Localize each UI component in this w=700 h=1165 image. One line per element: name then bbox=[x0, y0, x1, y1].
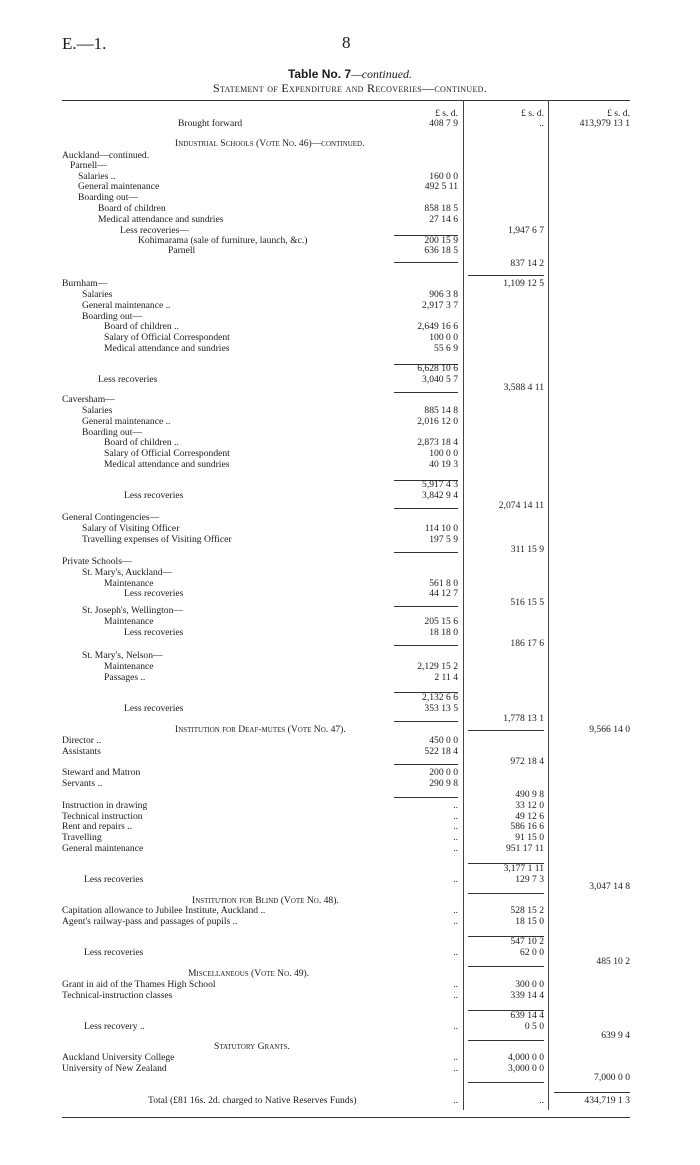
amount-c1: 2,873 18 4 bbox=[417, 437, 458, 448]
row-label: Less recoveries bbox=[84, 947, 144, 958]
row-label: Capitation allowance to Jubilee Institute, Auckland .. bbox=[62, 905, 266, 916]
amount-c1: 200 15 9 bbox=[424, 235, 458, 246]
row-label: Parnell— bbox=[70, 160, 107, 171]
amount-c3: 639 9 4 bbox=[601, 1030, 630, 1041]
table-row bbox=[0, 672, 700, 684]
amount-c2: 490 9 8 bbox=[515, 789, 544, 800]
total-rule bbox=[62, 1117, 630, 1118]
row-label: Salary of Official Correspondent bbox=[104, 448, 230, 459]
row-label: General maintenance .. bbox=[82, 416, 171, 427]
amount-c1: .. bbox=[453, 821, 458, 832]
amount-c2: 3,000 0 0 bbox=[508, 1063, 544, 1074]
amount-c3: 9,566 14 0 bbox=[589, 724, 630, 735]
amount-c2: .. bbox=[539, 1095, 544, 1106]
amount-c1: 44 12 7 bbox=[429, 588, 458, 599]
row-label: Less recovery .. bbox=[84, 1021, 145, 1032]
row-label: Statutory Grants. bbox=[214, 1041, 290, 1052]
amount-c2: 951 17 11 bbox=[505, 843, 544, 854]
row-label: Assistants bbox=[62, 746, 101, 757]
row-label: Instruction in drawing bbox=[62, 800, 148, 811]
amount-c2: 1,109 12 5 bbox=[503, 278, 544, 289]
column-header-1: £ s. d. bbox=[435, 108, 458, 119]
row-label: Board of children .. bbox=[104, 437, 179, 448]
amount-c1: .. bbox=[453, 905, 458, 916]
amount-c1: .. bbox=[453, 1095, 458, 1106]
row-label: Medical attendance and sundries bbox=[104, 459, 230, 470]
row-label: Brought forward bbox=[178, 118, 243, 129]
row-label: Less recoveries bbox=[124, 588, 184, 599]
page-reference: E.—1. bbox=[62, 34, 107, 53]
amount-c1: 2,016 12 0 bbox=[417, 416, 458, 427]
amount-c1: 18 18 0 bbox=[429, 627, 458, 638]
amount-c2: 0 5 0 bbox=[524, 1021, 544, 1032]
row-label: Boarding out— bbox=[78, 192, 138, 203]
row-label: Salaries .. bbox=[78, 171, 116, 182]
amount-c1: 636 18 5 bbox=[424, 245, 458, 256]
amount-c1: 2,649 16 6 bbox=[417, 321, 458, 332]
table-subtitle: Statement of Expenditure and Recoveries—continued. bbox=[212, 81, 488, 95]
row-label: Less recoveries bbox=[84, 874, 144, 885]
row-label: Passages .. bbox=[104, 672, 146, 683]
amount-c2: 586 16 6 bbox=[510, 821, 544, 832]
row-label: Rent and repairs .. bbox=[62, 821, 133, 832]
row-label: Agent's railway-pass and passages of pupils .. bbox=[62, 916, 238, 927]
amount-c1: .. bbox=[453, 1052, 458, 1063]
amount-c1: 27 14 6 bbox=[429, 214, 458, 225]
amount-c1: .. bbox=[453, 979, 458, 990]
row-label: University of New Zealand bbox=[62, 1063, 167, 1074]
amount-c2: 33 12 0 bbox=[515, 800, 544, 811]
amount-c2: 49 12 6 bbox=[515, 811, 544, 822]
amount-c1: 3,040 5 7 bbox=[422, 374, 458, 385]
amount-c2: 129 7 3 bbox=[515, 874, 544, 885]
amount-c1: .. bbox=[453, 843, 458, 854]
amount-c2: 3,588 4 11 bbox=[503, 382, 544, 393]
amount-c2: 339 14 4 bbox=[510, 990, 544, 1001]
amount-c1: 408 7 9 bbox=[429, 118, 458, 129]
header-rule bbox=[62, 100, 630, 101]
table-row bbox=[0, 459, 700, 471]
table-row bbox=[0, 138, 700, 150]
table-row bbox=[0, 382, 700, 394]
row-label: Institution for Blind (Vote No. 48). bbox=[192, 895, 339, 906]
amount-c1: 353 13 5 bbox=[424, 703, 458, 714]
amount-c3: 485 10 2 bbox=[596, 956, 630, 967]
amount-c1: 492 5 11 bbox=[424, 181, 458, 192]
column-header-3: £ s. d. bbox=[607, 108, 630, 119]
amount-c2: 3,177 1 11 bbox=[503, 863, 544, 874]
row-label: Less recoveries bbox=[98, 374, 158, 385]
amount-c1: 2 11 4 bbox=[434, 672, 458, 683]
row-label: Boarding out— bbox=[82, 427, 142, 438]
amount-c2: 1,778 13 1 bbox=[503, 713, 544, 724]
amount-c1: .. bbox=[453, 874, 458, 885]
row-label: St. Joseph's, Wellington— bbox=[82, 605, 183, 616]
row-label: Medical attendance and sundries bbox=[98, 214, 224, 225]
amount-c1: 40 19 3 bbox=[429, 459, 458, 470]
amount-c1: 5,917 4 3 bbox=[422, 479, 458, 490]
row-label: Caversham— bbox=[62, 394, 115, 405]
row-label: Less recoveries— bbox=[120, 225, 189, 236]
amount-c2: 516 15 5 bbox=[510, 597, 544, 608]
row-label: Private Schools— bbox=[62, 556, 132, 567]
row-label: Medical attendance and sundries bbox=[104, 343, 230, 354]
page-number: 8 bbox=[342, 33, 351, 52]
amount-c3: 434,719 1 3 bbox=[584, 1095, 630, 1106]
amount-c3: 413,979 13 1 bbox=[579, 118, 630, 129]
amount-c1: 2,129 15 2 bbox=[417, 661, 458, 672]
amount-c1: 114 10 0 bbox=[424, 523, 458, 534]
amount-c2: 547 10 2 bbox=[510, 936, 544, 947]
row-label: Maintenance bbox=[104, 661, 154, 672]
row-label: Board of children .. bbox=[104, 321, 179, 332]
amount-c1: .. bbox=[453, 1063, 458, 1074]
amount-c1: 858 18 5 bbox=[424, 203, 458, 214]
row-label: Boarding out— bbox=[82, 311, 142, 322]
row-label: Kohimarama (sale of furniture, launch, &c.) bbox=[138, 235, 308, 246]
amount-c1: 100 0 0 bbox=[429, 332, 458, 343]
row-label: Salary of Visiting Officer bbox=[82, 523, 180, 534]
table-row bbox=[0, 245, 700, 257]
amount-c2: .. bbox=[539, 118, 544, 129]
row-label: Institution for Deaf-mutes (Vote No. 47). bbox=[175, 724, 346, 735]
row-label: Board of children bbox=[98, 203, 166, 214]
row-label: Director .. bbox=[62, 735, 102, 746]
amount-c2: 62 0 0 bbox=[520, 947, 544, 958]
table-row bbox=[0, 881, 700, 893]
row-label: Maintenance bbox=[104, 616, 154, 627]
row-label: Travelling bbox=[62, 832, 102, 843]
amount-c1: .. bbox=[453, 916, 458, 927]
amount-c1: 561 8 0 bbox=[429, 578, 458, 589]
row-label: Technical-instruction classes bbox=[62, 990, 173, 1001]
row-label: Less recoveries bbox=[124, 627, 184, 638]
amount-c1: 2,132 6 6 bbox=[422, 692, 458, 703]
table-title bbox=[0, 67, 700, 82]
table-row bbox=[0, 638, 700, 650]
amount-c1: 906 3 8 bbox=[429, 289, 458, 300]
row-label: Steward and Matron bbox=[62, 767, 141, 778]
amount-c1: 290 9 8 bbox=[429, 778, 458, 789]
table-row bbox=[0, 1072, 700, 1084]
amount-c1: 6,628 10 6 bbox=[417, 363, 458, 374]
column-header-2: £ s. d. bbox=[521, 108, 544, 119]
row-label: Total (£81 16s. 2d. charged to Native Reserves Funds) bbox=[148, 1095, 357, 1106]
amount-c1: 160 0 0 bbox=[429, 171, 458, 182]
amount-c3: 3,047 14 8 bbox=[589, 881, 630, 892]
table-row bbox=[0, 843, 700, 855]
amount-c1: .. bbox=[453, 832, 458, 843]
row-label: General maintenance bbox=[62, 843, 144, 854]
amount-c1: 100 0 0 bbox=[429, 448, 458, 459]
amount-c2: 639 14 4 bbox=[510, 1010, 544, 1021]
amount-c1: 3,842 9 4 bbox=[422, 490, 458, 501]
amount-c2: 972 18 4 bbox=[510, 756, 544, 767]
amount-c2: 186 17 6 bbox=[510, 638, 544, 649]
amount-c1: 450 0 0 bbox=[429, 735, 458, 746]
row-label: Salaries bbox=[82, 289, 113, 300]
amount-c1: 522 18 4 bbox=[424, 746, 458, 757]
amount-c1: 2,917 3 7 bbox=[422, 300, 458, 311]
amount-c2: 91 15 0 bbox=[515, 832, 544, 843]
table-row bbox=[0, 544, 700, 556]
row-label: Less recoveries bbox=[124, 490, 184, 501]
amount-c2: 528 15 2 bbox=[510, 905, 544, 916]
row-label: Servants .. bbox=[62, 778, 103, 789]
row-label: Travelling expenses of Visiting Officer bbox=[82, 534, 232, 545]
row-label: Parnell bbox=[168, 245, 196, 256]
table-title-suffix: —continued. bbox=[351, 67, 413, 81]
row-label: Burnham— bbox=[62, 278, 108, 289]
table-row bbox=[0, 956, 700, 968]
row-label: St. Mary's, Auckland— bbox=[82, 567, 173, 578]
table-row bbox=[0, 118, 700, 130]
amount-c1: .. bbox=[453, 1021, 458, 1032]
row-label: Auckland University College bbox=[62, 1052, 175, 1063]
amount-c2: 311 15 9 bbox=[510, 544, 544, 555]
row-label: Industrial Schools (Vote No. 46)—continued. bbox=[175, 138, 365, 149]
table-row bbox=[0, 343, 700, 355]
amount-c2: 4,000 0 0 bbox=[508, 1052, 544, 1063]
subtotal-rule bbox=[554, 1092, 630, 1093]
row-label: Salary of Official Correspondent bbox=[104, 332, 230, 343]
table-row bbox=[0, 258, 700, 270]
row-label: General maintenance .. bbox=[82, 300, 171, 311]
row-label: General Contingencies— bbox=[62, 512, 160, 523]
amount-c2: 837 14 2 bbox=[510, 258, 544, 269]
subtotal-rule bbox=[468, 893, 544, 894]
table-row bbox=[0, 500, 700, 512]
row-label: Miscellaneous (Vote No. 49). bbox=[188, 968, 310, 979]
row-label: Less recoveries bbox=[124, 703, 184, 714]
amount-c2: 2,074 14 11 bbox=[498, 500, 544, 511]
amount-c2: 1,947 6 7 bbox=[508, 225, 544, 236]
row-label: Maintenance bbox=[104, 578, 154, 589]
row-label: Salaries bbox=[82, 405, 113, 416]
amount-c3: 7,000 0 0 bbox=[594, 1072, 630, 1083]
subtotal-rule bbox=[468, 275, 544, 276]
amount-c2: 18 15 0 bbox=[515, 916, 544, 927]
amount-c1: .. bbox=[453, 811, 458, 822]
row-label: General maintenance bbox=[78, 181, 160, 192]
table-row bbox=[0, 990, 700, 1002]
amount-c1: 55 6 9 bbox=[434, 343, 458, 354]
table-row bbox=[0, 916, 700, 928]
amount-c1: 205 15 6 bbox=[424, 616, 458, 627]
table-title-main: Table No. 7 bbox=[287, 67, 352, 81]
amount-c1: 200 0 0 bbox=[429, 767, 458, 778]
row-label: Auckland—continued. bbox=[62, 150, 150, 161]
amount-c1: .. bbox=[453, 990, 458, 1001]
row-label: Grant in aid of the Thames High School bbox=[62, 979, 216, 990]
amount-c1: 885 14 8 bbox=[424, 405, 458, 416]
row-label: Technical instruction bbox=[62, 811, 143, 822]
amount-c2: 300 0 0 bbox=[515, 979, 544, 990]
amount-c1: .. bbox=[453, 800, 458, 811]
table-row bbox=[0, 1095, 700, 1107]
row-label: St. Mary's, Nelson— bbox=[82, 650, 163, 661]
amount-c1: .. bbox=[453, 947, 458, 958]
amount-c1: 197 5 9 bbox=[429, 534, 458, 545]
